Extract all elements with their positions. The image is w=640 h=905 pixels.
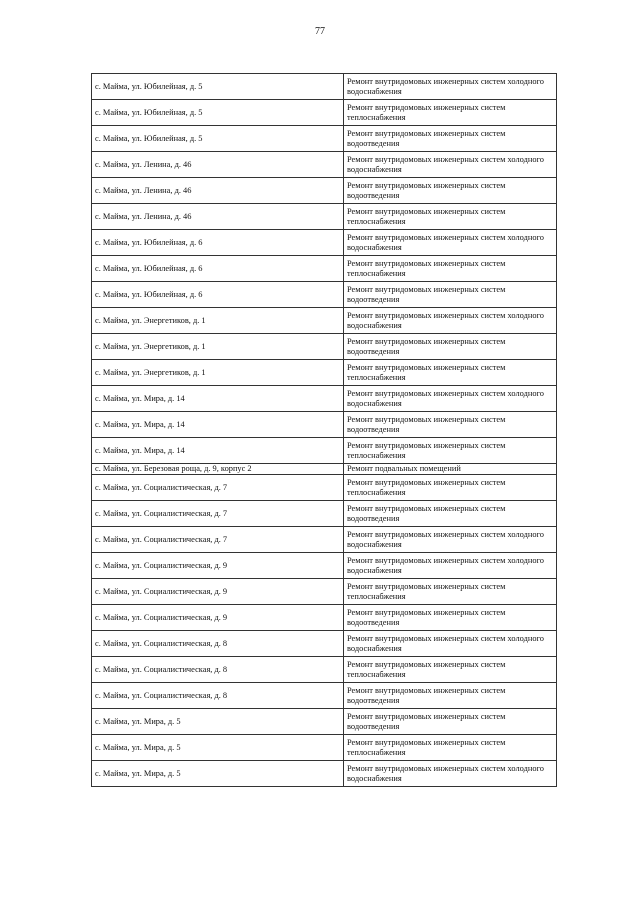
address-cell: с. Майма, ул. Социалистическая, д. 8 <box>92 631 344 657</box>
work-type-cell: Ремонт внутридомовых инженерных систем холодного водоснабжения <box>344 74 557 100</box>
address-cell: с. Майма, ул. Социалистическая, д. 7 <box>92 475 344 501</box>
address-cell: с. Майма, ул. Юбилейная, д. 5 <box>92 74 344 100</box>
address-cell: с. Майма, ул. Ленина, д. 46 <box>92 178 344 204</box>
address-cell: с. Майма, ул. Юбилейная, д. 6 <box>92 256 344 282</box>
work-type-cell: Ремонт внутридомовых инженерных систем теплоснабжения <box>344 579 557 605</box>
address-cell: с. Майма, ул. Мира, д. 14 <box>92 386 344 412</box>
table-row <box>92 282 557 308</box>
table-body <box>92 74 557 787</box>
address-cell: с. Майма, ул. Социалистическая, д. 9 <box>92 553 344 579</box>
address-cell: с. Майма, ул. Мира, д. 5 <box>92 709 344 735</box>
work-type-cell: Ремонт внутридомовых инженерных систем холодного водоснабжения <box>344 527 557 553</box>
work-type-cell: Ремонт внутридомовых инженерных систем холодного водоснабжения <box>344 230 557 256</box>
work-type-cell: Ремонт внутридомовых инженерных систем водоотведения <box>344 501 557 527</box>
table-row <box>92 527 557 553</box>
work-type-cell: Ремонт внутридомовых инженерных систем теплоснабжения <box>344 735 557 761</box>
work-type-cell: Ремонт внутридомовых инженерных систем водоотведения <box>344 334 557 360</box>
table-row <box>92 657 557 683</box>
work-type-cell: Ремонт внутридомовых инженерных систем холодного водоснабжения <box>344 553 557 579</box>
work-type-cell: Ремонт внутридомовых инженерных систем холодного водоснабжения <box>344 386 557 412</box>
page-number: 77 <box>315 26 325 37</box>
work-type-cell: Ремонт внутридомовых инженерных систем теплоснабжения <box>344 100 557 126</box>
work-type-cell: Ремонт внутридомовых инженерных систем холодного водоснабжения <box>344 631 557 657</box>
work-type-cell: Ремонт внутридомовых инженерных систем теплоснабжения <box>344 657 557 683</box>
table-row <box>92 256 557 282</box>
table-row <box>92 475 557 501</box>
work-type-cell: Ремонт внутридомовых инженерных систем теплоснабжения <box>344 360 557 386</box>
address-cell: с. Майма, ул. Юбилейная, д. 6 <box>92 282 344 308</box>
address-cell: с. Майма, ул. Социалистическая, д. 9 <box>92 579 344 605</box>
address-cell: с. Майма, ул. Березовая роща, д. 9, корпус 2 <box>92 464 344 475</box>
address-cell: с. Майма, ул. Социалистическая, д. 7 <box>92 527 344 553</box>
work-type-cell: Ремонт внутридомовых инженерных систем теплоснабжения <box>344 438 557 464</box>
table-row <box>92 412 557 438</box>
address-cell: с. Майма, ул. Энергетиков, д. 1 <box>92 308 344 334</box>
work-type-cell: Ремонт внутридомовых инженерных систем теплоснабжения <box>344 475 557 501</box>
table-row <box>92 683 557 709</box>
work-type-cell: Ремонт внутридомовых инженерных систем водоотведения <box>344 709 557 735</box>
table-row <box>92 308 557 334</box>
work-type-cell: Ремонт внутридомовых инженерных систем холодного водоснабжения <box>344 152 557 178</box>
address-cell: с. Майма, ул. Мира, д. 14 <box>92 438 344 464</box>
table-row <box>92 579 557 605</box>
work-type-cell: Ремонт внутридомовых инженерных систем водоотведения <box>344 605 557 631</box>
work-type-cell: Ремонт внутридомовых инженерных систем водоотведения <box>344 683 557 709</box>
work-type-cell: Ремонт внутридомовых инженерных систем водоотведения <box>344 282 557 308</box>
address-cell: с. Майма, ул. Юбилейная, д. 6 <box>92 230 344 256</box>
address-cell: с. Майма, ул. Социалистическая, д. 8 <box>92 683 344 709</box>
work-type-cell: Ремонт внутридомовых инженерных систем теплоснабжения <box>344 256 557 282</box>
work-type-cell: Ремонт внутридомовых инженерных систем водоотведения <box>344 412 557 438</box>
address-cell: с. Майма, ул. Юбилейная, д. 5 <box>92 126 344 152</box>
address-cell: с. Майма, ул. Социалистическая, д. 8 <box>92 657 344 683</box>
table-row <box>92 501 557 527</box>
work-type-cell: Ремонт внутридомовых инженерных систем водоотведения <box>344 126 557 152</box>
table-row <box>92 74 557 100</box>
address-cell: с. Майма, ул. Ленина, д. 46 <box>92 204 344 230</box>
table-row <box>92 126 557 152</box>
address-cell: с. Майма, ул. Мира, д. 14 <box>92 412 344 438</box>
address-cell: с. Майма, ул. Мира, д. 5 <box>92 735 344 761</box>
work-type-cell: Ремонт внутридомовых инженерных систем водоотведения <box>344 178 557 204</box>
table-row <box>92 438 557 464</box>
table-row <box>92 178 557 204</box>
work-type-cell: Ремонт подвальных помещений <box>344 464 557 475</box>
work-type-cell: Ремонт внутридомовых инженерных систем теплоснабжения <box>344 204 557 230</box>
address-cell: с. Майма, ул. Ленина, д. 46 <box>92 152 344 178</box>
table-row <box>92 230 557 256</box>
table-row <box>92 553 557 579</box>
address-cell: с. Майма, ул. Мира, д. 5 <box>92 761 344 787</box>
address-cell: с. Майма, ул. Социалистическая, д. 7 <box>92 501 344 527</box>
table-row <box>92 631 557 657</box>
repair-works-table <box>91 73 557 787</box>
table-row <box>92 735 557 761</box>
table-row <box>92 605 557 631</box>
table-row <box>92 709 557 735</box>
table-row <box>92 334 557 360</box>
address-cell: с. Майма, ул. Энергетиков, д. 1 <box>92 360 344 386</box>
table-row <box>92 204 557 230</box>
table-row <box>92 761 557 787</box>
table-row <box>92 152 557 178</box>
table-row <box>92 386 557 412</box>
table-row <box>92 100 557 126</box>
address-cell: с. Майма, ул. Юбилейная, д. 5 <box>92 100 344 126</box>
table-row <box>92 360 557 386</box>
address-cell: с. Майма, ул. Энергетиков, д. 1 <box>92 334 344 360</box>
work-type-cell: Ремонт внутридомовых инженерных систем холодного водоснабжения <box>344 761 557 787</box>
address-cell: с. Майма, ул. Социалистическая, д. 9 <box>92 605 344 631</box>
work-type-cell: Ремонт внутридомовых инженерных систем холодного водоснабжения <box>344 308 557 334</box>
table-row <box>92 464 557 475</box>
